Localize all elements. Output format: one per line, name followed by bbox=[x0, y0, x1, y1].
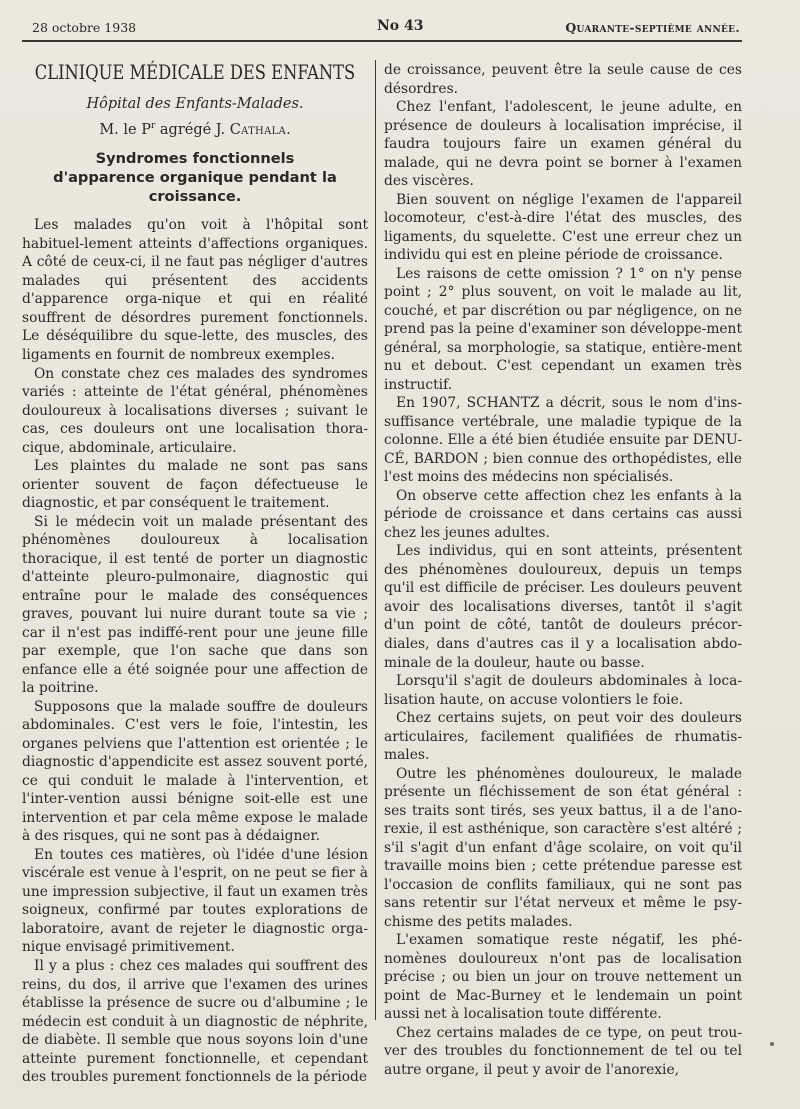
paragraph: Lorsqu'il s'agit de douleurs abdominales à loca-lisation haute, on accuse volontiers le foie. bbox=[384, 673, 742, 708]
page-header bbox=[22, 18, 740, 40]
paragraph: Si le médecin voit un malade présentant des phénomènes douloureux à localisation thoracique, il est tenté de porter un diagnostic d'atteinte pleuro-pulmonaire, diagnostic qui entraîne pour le malade des conséquences graves, pouvant lui nuire durant toute sa vie ; car il n'est pas indiffé-rent pour une jeune fille par exemple, que l'on sache que dans son enfance elle a été soignée pour une affection de la poitrine. bbox=[22, 513, 368, 697]
paragraph: L'examen somatique reste négatif, les phé-nomènes douloureux n'ont pas de localisation précise ; ou bien un jour on trouve nettement un point de Mac-Burney et le lendemain un point aussi net à localisation toute différente. bbox=[384, 932, 742, 1023]
article-title: CLINIQUE MÉDICALE DES ENFANTS bbox=[34, 61, 356, 84]
hospital-name: Hôpital des Enfants-Malades. bbox=[86, 95, 304, 112]
left-column bbox=[22, 58, 368, 1087]
paragraph: Les malades qu'on voit à l'hôpital sont habituel-lement atteints d'affections organiques. A côté de ceux-ci, il ne faut pas négliger d'autres malades qui présentent des accidents d'apparence orga-nique et qui en réalité souffrent de désordres purement fonctionnels. Le déséquilibre du sque-lette, des muscles, des ligaments en fournit de nombreux exemples. bbox=[22, 217, 368, 363]
paragraph: En 1907, SCHANTZ a décrit, sous le nom d'ins-suffisance vertébrale, une maladie typique de la colonne. Elle a été bien étudiée ensuite par DENU-CÉ, BARDON ; bien connue des orthopédistes, elle l'est moins des médecins non spécialisés. bbox=[384, 395, 742, 486]
professor-line bbox=[22, 117, 368, 139]
paragraph: Il y a plus : chez ces malades qui souffrent des reins, du dos, il arrive que l'examen des urines établisse la présence de sucre ou d'albumine ; le médecin est conduit à un diagnostic de néphrite, de diabète. Il semble que nous soyons loin d'une atteinte purement fonctionnelle, et cependant des troubles purement fonctionnels de la période bbox=[22, 958, 368, 1086]
paragraph: En toutes ces matières, où l'idée d'une lésion viscérale est venue à l'esprit, on ne peut se fier à une impression subjective, il faut un examen très soigneux, confirmé par toutes explorations de laboratoire, avant de rejeter le diagnostic orga-nique envisagé primitivement. bbox=[22, 846, 368, 956]
professor-end: . bbox=[286, 121, 291, 138]
ink-speck bbox=[770, 1042, 774, 1046]
paragraph: Bien souvent on néglige l'examen de l'appareil locomoteur, c'est-à-dire l'état des muscles, des ligaments, du squelette. C'est une erreur chez un individu qui est en pleine période de croissance. bbox=[384, 191, 742, 264]
article-subtitle bbox=[22, 149, 368, 206]
issue-date: 28 octobre 1938 bbox=[32, 20, 137, 35]
professor-sup: r bbox=[150, 121, 156, 132]
header-rule bbox=[22, 40, 742, 42]
professor-name: Cathala bbox=[229, 121, 287, 138]
paragraph: Chez certains malades de ce type, on peut trou-ver des troubles du fonctionnement de tel ou tel autre organe, il peut y avoir de l'anorexie, bbox=[384, 1024, 742, 1078]
issue-number: No 43 bbox=[377, 18, 424, 34]
professor-mid: agrégé J. bbox=[155, 121, 230, 138]
paragraph: Les raisons de cette omission ? 1° on n'y pense point ; 2° plus souvent, on voit le malade au lit, couché, et par discrétion ou par négligence, on ne prend pas la peine d'examiner son développe-ment général, sa morphologie, sa statique, entière-ment nu et debout. C'est cependant un examen très instructif. bbox=[384, 265, 742, 393]
publication-year: Quarante-septième année. bbox=[565, 20, 740, 35]
paragraph: de croissance, peuvent être la seule cause de ces désordres. bbox=[384, 62, 742, 97]
subtitle-line-2: d'apparence organique pendant la croissance. bbox=[53, 169, 337, 206]
subtitle-line-1: Syndromes fonctionnels bbox=[95, 150, 295, 168]
paragraph: Chez certains sujets, on peut voir des douleurs articulaires, facilement qualifiées de rhumatis-males. bbox=[384, 710, 742, 764]
column-divider bbox=[375, 60, 376, 1020]
paragraph: Chez l'enfant, l'adolescent, le jeune adulte, en présence de douleurs à localisation imprécise, il faudra toujours faire un examen général du malade, qui ne devra point se borner à l'examen des viscères. bbox=[384, 99, 742, 190]
paragraph: Supposons que la malade souffre de douleurs abdominales. C'est vers le foie, l'intestin, les organes pelviens que l'attention est orientée ; le diagnostic d'appendicite est assez souvent porté, ce qui conduit le malade à l'intervention, et l'inter-vention aussi bénigne soit-elle est une intervention et par cela même expose le malade à des risques, qui ne sont pas à dédaigner. bbox=[22, 698, 368, 845]
paragraph: Outre les phénomènes douloureux, le malade présente un fléchissement de son état général : ses traits sont tirés, ses yeux battus, il a de l'ano-rexie, il est asthénique, son caractère s'est altéré ; s'il s'agit d'un enfant d'âge scolaire, on voit qu'il travaille moins bien ; cette prétendue paresse est l'occasion de conflits familiaux, qui ne sont pas sans retentir sur l'état nerveux et même le psy-chisme des petits malades. bbox=[384, 765, 742, 930]
paragraph: Les plaintes du malade ne sont pas sans orienter souvent de façon défectueuse le diagnostic, et par conséquent le traitement. bbox=[22, 458, 368, 512]
paragraph: On observe cette affection chez les enfants à la période de croissance et dans certains cas aussi chez les jeunes adultes. bbox=[384, 487, 742, 541]
professor-prefix: M. le P bbox=[99, 121, 151, 138]
right-column bbox=[384, 61, 742, 1079]
paragraph: On constate chez ces malades des syndromes variés : atteinte de l'état général, phénomènes douloureux à localisations diverses ; suivant le cas, ces douleurs ont une localisation thora-cique, abdominale, articulaire. bbox=[22, 365, 368, 456]
paragraph: Les individus, qui en sont atteints, présentent des phénomènes douloureux, depuis un temps qu'il est difficile de préciser. Les douleurs peuvent avoir des localisations diverses, tantôt il s'agit d'un point de côté, tantôt de douleurs précor-diales, dans d'autres cas il y a localisation abdo-minale de la douleur, haute ou basse. bbox=[384, 543, 742, 671]
